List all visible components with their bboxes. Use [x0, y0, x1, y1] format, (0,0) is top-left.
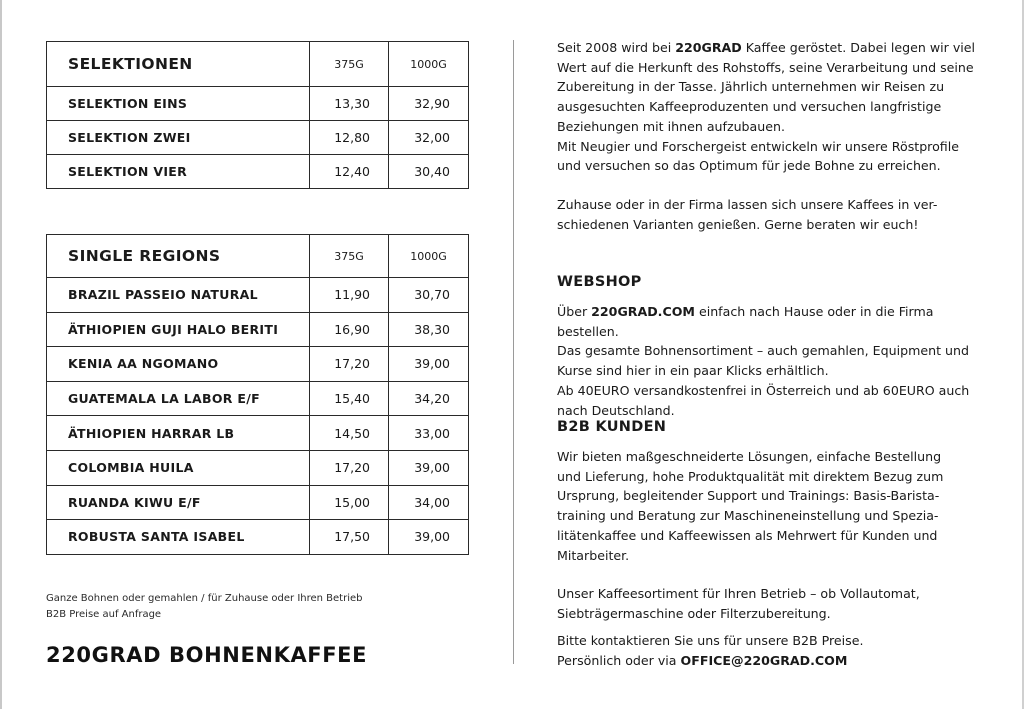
price-375g: 15,00: [310, 485, 389, 520]
table-header-row: [47, 235, 469, 278]
text-line: training und Beratung zur Maschineneinstellung und Spezia-: [557, 508, 939, 524]
b2b-heading: B2B KUNDEN: [557, 419, 667, 435]
text-line: Mitarbeiter.: [557, 547, 630, 563]
brand-mention: 220GRAD: [675, 40, 742, 55]
text-line: Bitte kontaktieren Sie uns für unsere B2B Preise.: [557, 633, 864, 648]
table-row: [47, 278, 469, 313]
webshop-heading-wrap: [557, 273, 987, 293]
product-name: SELEKTION ZWEI: [47, 121, 310, 155]
product-name: GUATEMALA LA LABOR E/F: [47, 381, 310, 416]
text-line: Das gesamte Bohnensortiment – auch gemahlen, Equipment und: [557, 343, 969, 359]
b2b-paragraph: [557, 447, 987, 565]
table-row: [47, 381, 469, 416]
product-name: ROBUSTA SANTA ISABEL: [47, 520, 310, 555]
text-line: und Lieferung, hohe Produktqualität mit direktem Bezug zum: [557, 468, 944, 484]
text-line: Kurse sind hier in ein paar Klicks erhältlich.: [557, 363, 829, 379]
brand-title: 220GRAD BOHNENKAFFEE: [46, 643, 368, 667]
price-1000g: 33,00: [389, 416, 469, 451]
office-email-link[interactable]: OFFICE@220GRAD.COM: [680, 652, 848, 668]
text-line: Persönlich oder via OFFICE@220GRAD.COM: [557, 652, 848, 668]
text-line: Ab 40EURO versandkostenfrei in Österreich und ab 60EURO auch: [557, 382, 970, 398]
selektionen-table: [46, 41, 469, 189]
single-regions-table: [46, 234, 469, 555]
table-row: [47, 450, 469, 485]
table-row: [47, 416, 469, 451]
table-row: [47, 347, 469, 382]
column-header-375g: 375G: [310, 42, 389, 87]
price-1000g: 39,00: [389, 520, 469, 555]
table-title: SELEKTIONEN: [47, 42, 310, 87]
price-1000g: 34,00: [389, 485, 469, 520]
home-paragraph: [557, 195, 987, 234]
product-name: COLOMBIA HUILA: [47, 450, 310, 485]
b2b-heading-wrap: [557, 418, 987, 438]
column-header-375g: 375G: [310, 235, 389, 278]
product-name: ÄTHIOPIEN HARRAR LB: [47, 416, 310, 451]
table-row: [47, 87, 469, 121]
text-line: ausgesuchten Kaffeeproduzenten und versuchen langfristige: [557, 99, 942, 115]
text-line: Unser Kaffeesortiment für Ihren Betrieb – ob Vollautomat,: [557, 586, 920, 601]
webshop-heading: WEBSHOP: [557, 274, 642, 290]
table-row: [47, 485, 469, 520]
text-line: Wert auf die Herkunft des Rohstoffs, seine Verarbeitung und seine: [557, 59, 974, 75]
price-375g: 17,50: [310, 520, 389, 555]
text-line: Siebträgermaschine oder Filterzubereitung.: [557, 605, 831, 621]
page-edge-left: [0, 0, 2, 709]
price-375g: 12,40: [310, 155, 389, 189]
text-line: und versuchen so das Optimum für jede Bohne zu erreichen.: [557, 158, 941, 174]
text-line: Mit Neugier und Forschergeist entwickeln wir unsere Röstprofile: [557, 138, 959, 154]
price-1000g: 39,00: [389, 450, 469, 485]
text-line: Über 220GRAD.COM einfach nach Hause oder in die Firma bestellen.: [557, 304, 934, 339]
price-375g: 17,20: [310, 450, 389, 485]
text-line: Ursprung, begleitender Support und Trainings: Basis-Barista-: [557, 488, 940, 504]
price-375g: 11,90: [310, 278, 389, 313]
text-line: Beziehungen mit ihnen aufzubauen.: [557, 118, 785, 134]
price-375g: 17,20: [310, 347, 389, 382]
text-line: Zuhause oder in der Firma lassen sich unsere Kaffees in ver-: [557, 197, 938, 212]
price-375g: 16,90: [310, 312, 389, 347]
column-header-1000g: 1000G: [389, 235, 469, 278]
text-line: Wir bieten maßgeschneiderte Lösungen, einfache Bestellung: [557, 449, 942, 464]
table-title: SINGLE REGIONS: [47, 235, 310, 278]
b2b-range-paragraph: [557, 584, 987, 623]
price-1000g: 34,20: [389, 381, 469, 416]
product-name: ÄTHIOPIEN GUJI HALO BERITI: [47, 312, 310, 347]
text-line: nach Deutschland.: [557, 402, 675, 418]
price-1000g: 32,00: [389, 121, 469, 155]
text-line: Seit 2008 wird bei 220GRAD Kaffee geröstet. Dabei legen wir viel: [557, 40, 976, 55]
table-header-row: [47, 42, 469, 87]
price-1000g: 39,00: [389, 347, 469, 382]
footnote-beans: Ganze Bohnen oder gemahlen / für Zuhause oder Ihren Betrieb: [46, 593, 363, 604]
table-row: [47, 312, 469, 347]
price-375g: 12,80: [310, 121, 389, 155]
table-row: [47, 121, 469, 155]
text-line: schiedenen Varianten genießen. Gerne beraten wir euch!: [557, 216, 919, 232]
webshop-paragraph: [557, 302, 987, 420]
price-1000g: 38,30: [389, 312, 469, 347]
table-row: [47, 155, 469, 189]
product-name: SELEKTION EINS: [47, 87, 310, 121]
footnote-b2b-prices: B2B Preise auf Anfrage: [46, 609, 162, 620]
price-1000g: 32,90: [389, 87, 469, 121]
product-name: BRAZIL PASSEIO NATURAL: [47, 278, 310, 313]
webshop-link[interactable]: 220GRAD.COM: [591, 304, 695, 319]
column-divider: [513, 40, 514, 664]
price-375g: 14,50: [310, 416, 389, 451]
footnotes: [46, 591, 363, 623]
text-line: litätenkaffee und Kaffeewissen als Mehrwert für Kunden und: [557, 527, 938, 543]
price-375g: 13,30: [310, 87, 389, 121]
intro-paragraph: [557, 38, 987, 176]
product-name: RUANDA KIWU E/F: [47, 485, 310, 520]
product-name: SELEKTION VIER: [47, 155, 310, 189]
price-375g: 15,40: [310, 381, 389, 416]
price-1000g: 30,70: [389, 278, 469, 313]
product-name: KENIA AA NGOMANO: [47, 347, 310, 382]
table-row: [47, 520, 469, 555]
text-line: Zubereitung in der Tasse. Jährlich unternehmen wir Reisen zu: [557, 79, 945, 95]
column-header-1000g: 1000G: [389, 42, 469, 87]
price-1000g: 30,40: [389, 155, 469, 189]
b2b-contact-paragraph: [557, 631, 987, 670]
